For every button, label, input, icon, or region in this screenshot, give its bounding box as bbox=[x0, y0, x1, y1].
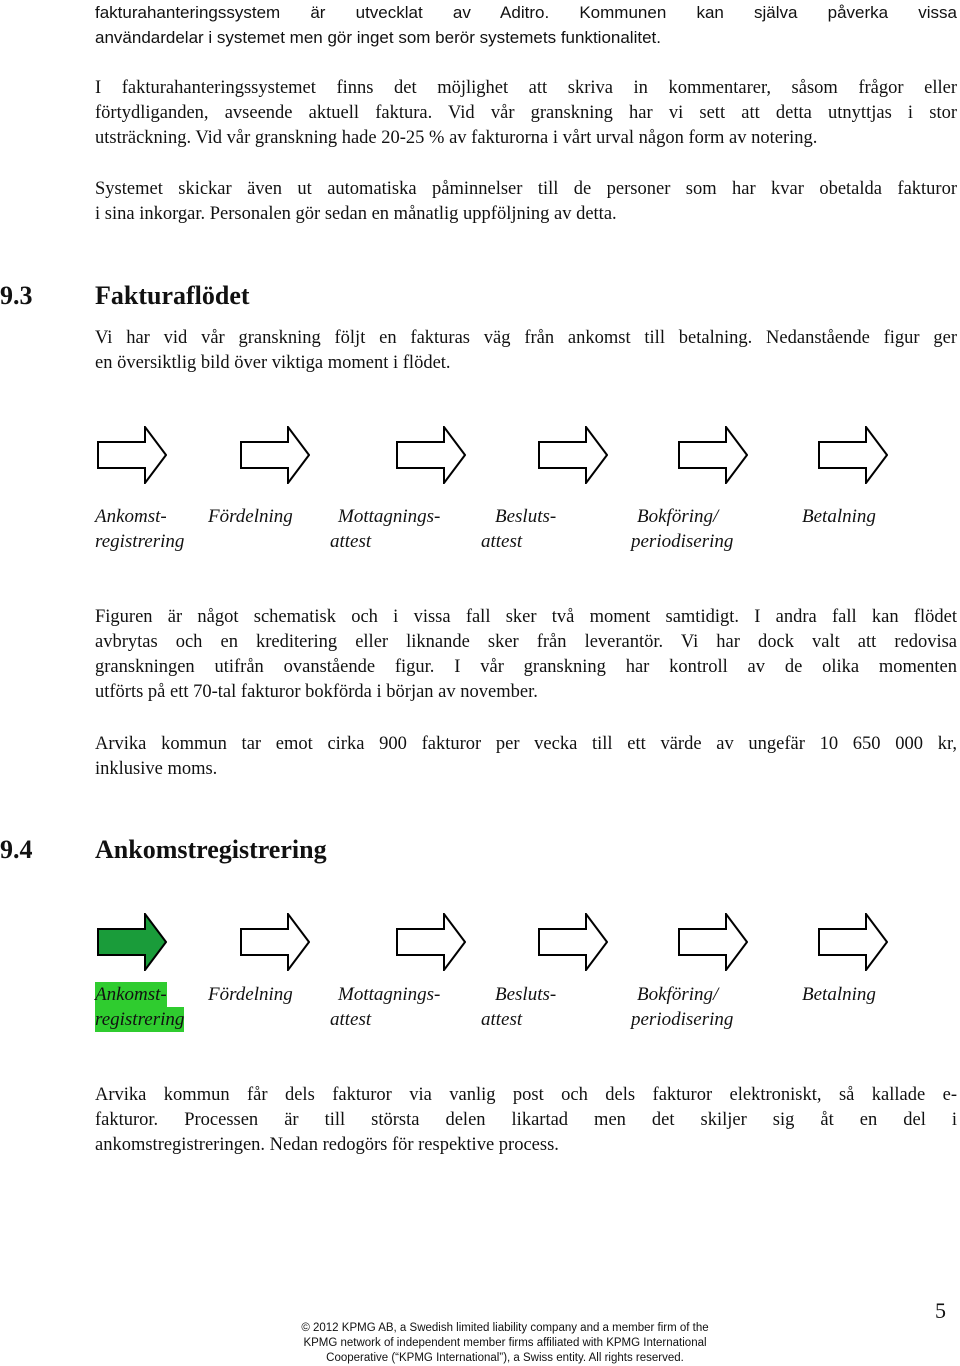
flow-step-label: Betalning bbox=[802, 984, 876, 1005]
schematic-line: utförts på ett 70-tal fakturor bokförda i början av november. bbox=[95, 682, 538, 702]
arrival-paragraph bbox=[95, 1083, 957, 1158]
schematic-line: avbrytas och en kreditering eller liknande sker från leverantör. Vi har dock valt att redovisa bbox=[95, 632, 957, 652]
intro-line: användardelar i systemet men gör inget som berör systemets funktionalitet. bbox=[95, 28, 661, 47]
block-arrow-right-icon bbox=[240, 913, 310, 971]
schematic-paragraph bbox=[95, 605, 957, 705]
flow-step-label: Mottagnings- attest bbox=[330, 506, 441, 552]
footer-line: © 2012 KPMG AB, a Swedish limited liability company and a member firm of the bbox=[301, 1322, 709, 1334]
footer-line: KPMG network of independent member firms affiliated with KPMG International bbox=[303, 1337, 707, 1349]
arrival-line: ankomstregistreringen. Nedan redogörs för respektive process. bbox=[95, 1135, 559, 1155]
block-arrow-right-icon bbox=[818, 426, 888, 484]
block-arrow-right-icon bbox=[818, 913, 888, 971]
block-arrow-right-icon bbox=[97, 426, 167, 484]
comments-paragraph bbox=[95, 76, 957, 151]
flow-step-label: Besluts- attest bbox=[481, 506, 557, 552]
flow-step-label: Besluts- attest bbox=[481, 984, 557, 1030]
block-arrow-right-icon bbox=[538, 913, 608, 971]
section-number: 9.4 bbox=[0, 835, 33, 864]
block-arrow-right-icon bbox=[678, 426, 748, 484]
block-arrow-right-icon bbox=[396, 426, 466, 484]
schematic-line: granskningen utifrån ovanstående figur. I vår granskning har kontroll av de olika momenten bbox=[95, 657, 957, 677]
section-title: Ankomstregistrering bbox=[95, 835, 327, 864]
page-number: 5 bbox=[935, 1298, 946, 1323]
volume-line: Arvika kommun tar emot cirka 900 fakturor per vecka till ett värde av ungefär 10 650 000 kr, bbox=[95, 734, 957, 754]
comments-line: I fakturahanteringssystemet finns det möjlighet att skriva in kommentarer, såsom frågor eller bbox=[95, 78, 957, 98]
flow-intro-line: en översiktlig bild över viktiga moment i flödet. bbox=[95, 353, 451, 373]
reminders-paragraph bbox=[95, 177, 957, 227]
volume-line: inklusive moms. bbox=[95, 759, 218, 779]
section-title: Fakturaflödet bbox=[95, 281, 250, 310]
section-number: 9.3 bbox=[0, 281, 33, 310]
block-arrow-right-icon bbox=[678, 913, 748, 971]
flow-step-label: Bokföring/ periodisering bbox=[631, 984, 734, 1030]
flow-step-label: Bokföring/ periodisering bbox=[631, 506, 734, 552]
flow-step-label-highlighted: Ankomst- registrering bbox=[95, 984, 185, 1030]
flow-step-label: Mottagnings- attest bbox=[330, 984, 441, 1030]
comments-line: förtydliganden, avseende aktuell faktura. Vid vår granskning har vi sett att detta utnyttjas i stor bbox=[95, 103, 957, 123]
arrival-line: fakturor. Processen är till största delen likartad men det skiljer sig åt en del i bbox=[95, 1110, 957, 1130]
flow-step-label: Betalning bbox=[802, 506, 876, 527]
schematic-line: Figuren är något schematisk och i vissa fall sker två moment samtidigt. I andra fall kan flödet bbox=[95, 607, 957, 627]
flow-intro-line: Vi har vid vår granskning följt en fakturas väg från ankomst till betalning. Nedanstående figur ger bbox=[95, 328, 957, 348]
arrival-line: Arvika kommun får dels fakturor via vanlig post och dels fakturor elektroniskt, så kallade e- bbox=[95, 1085, 957, 1105]
reminders-line: Systemet skickar även ut automatiska påminnelser till de personer som har kvar obetalda fakturor bbox=[95, 179, 957, 199]
block-arrow-right-icon bbox=[97, 913, 167, 971]
footer-line: Cooperative (“KPMG International”), a Swiss entity. All rights reserved. bbox=[326, 1352, 684, 1364]
intro-paragraph bbox=[95, 0, 957, 50]
flow-step-label: Fördelning bbox=[208, 506, 293, 527]
block-arrow-right-icon bbox=[538, 426, 608, 484]
flow-intro-paragraph bbox=[95, 326, 957, 376]
flow-step-label: Fördelning bbox=[208, 984, 293, 1005]
volume-paragraph bbox=[95, 732, 957, 782]
copyright-footer bbox=[250, 1321, 760, 1366]
block-arrow-right-icon bbox=[240, 426, 310, 484]
comments-line: utsträckning. Vid vår granskning hade 20-25 % av fakturorna i vårt urval någon form av notering. bbox=[95, 128, 818, 148]
intro-line: fakturahanteringssystem är utvecklat av Aditro. Kommunen kan själva påverka vissa bbox=[95, 3, 957, 22]
reminders-line: i sina inkorgar. Personalen gör sedan en månatlig uppföljning av detta. bbox=[95, 204, 617, 224]
flow-step-label: Ankomst- registrering bbox=[95, 506, 185, 552]
block-arrow-right-icon bbox=[396, 913, 466, 971]
